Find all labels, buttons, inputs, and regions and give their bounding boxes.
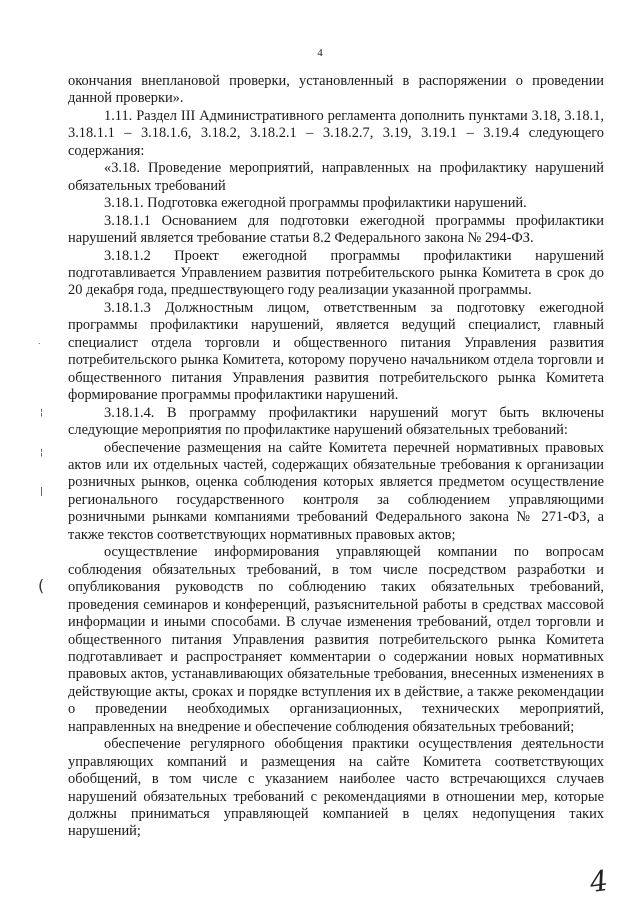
margin-scan-mark: ¦ (40, 408, 44, 418)
paragraph-9: обеспечение размещения на сайте Комитета перечней нормативных правовых актов или их отдельных частей, содержащих обязательные требования к организации розничных рынков, оценка соблюдения которых является предметом осуществление регионального государственного контроля за соблюдением управляющими розничными рынками компаниями требований Федерального закона № 271-ФЗ, а также текстов соответствующих нормативных правовых актов; (68, 439, 604, 543)
margin-scan-mark: ¦ (40, 448, 44, 458)
paragraph-11: обеспечение регулярного обобщения практики осуществления деятельности управляющих компаний и размещения на сайте Комитета соответствующих обобщений, в том числе с указанием наиболее часто встречающихся случаев нарушений обязательных требований с рекомендациями в отношении мер, которые должны приниматься управляющей компанией в целях недопущения таких нарушений; (68, 736, 604, 840)
paragraph-7: 3.18.1.3 Должностным лицом, ответственным за подготовку ежегодной программы профилактики нарушений, является ведущий специалист, главный специалист отдела торговли и общественного питания Управления развития потребительского рынка Комитета, которому поручено начальником отдела торговли и общественного питания Управления развития потребительского рынка Комитета формирование программы профилактики нарушений. (68, 299, 604, 404)
paragraph-5: 3.18.1.1 Основанием для подготовки ежегодной программы профилактики нарушений является требование статьи 8.2 Федерального закона № 294-ФЗ. (68, 212, 604, 247)
margin-scan-mark: | (40, 487, 44, 497)
margin-bracket-mark: ( (38, 576, 45, 595)
page-number: 4 (317, 47, 323, 59)
margin-scan-mark: ˙ (37, 343, 42, 353)
handwritten-page-number: 4 (587, 863, 611, 900)
document-body (68, 73, 604, 841)
paragraph-1: окончания внеплановой проверки, установленный в распоряжении о проведении данной проверки». (68, 73, 604, 107)
paragraph-4: 3.18.1. Подготовка ежегодной программы профилактики нарушений. (104, 195, 527, 212)
paragraph-2: 1.11. Раздел III Административного регламента дополнить пунктами 3.18, 3.18.1, 3.18.1.1 – 3.18.1.6, 3.18.2, 3.18.2.1 – 3.18.2.7, 3.19, 3.19.1 – 3.19.4 следующего содержания: (68, 107, 604, 159)
paragraph-6: 3.18.1.2 Проект ежегодной программы профилактики нарушений подготавливается Управлением развития потребительского рынка Комитета в срок до 20 декабря года, предшествующего году реализации указанной программы. (68, 247, 604, 299)
paragraph-3: «3.18. Проведение мероприятий, направленных на профилактику нарушений обязательных требований (68, 160, 604, 194)
paragraph-8: 3.18.1.4. В программу профилактики нарушений могут быть включены следующие мероприятия по профилактике нарушений обязательных требований: (68, 404, 604, 439)
paragraph-10: осуществление информирования управляющей компании по вопросам соблюдения обязательных требований, в том числе посредством разработки и опубликования руководств по соблюдению таких обязательных требований, проведения семинаров и конференций, разъяснительной работы в средствах массовой информации и иными способами. В случае изменения требований, отдел торговли и общественного питания Управления развития потребительского рынка Комитета подготавливает и распространяет комментарии о содержании новых нормативных правовых актов, устанавливающих обязательные требования, внесенных изменениях в действующие акты, сроках и порядке вступления их в действие, а также рекомендации о проведении необходимых организационных, технических мероприятий, направленных на внедрение и обеспечение соблюдения обязательных требований; (68, 544, 604, 735)
